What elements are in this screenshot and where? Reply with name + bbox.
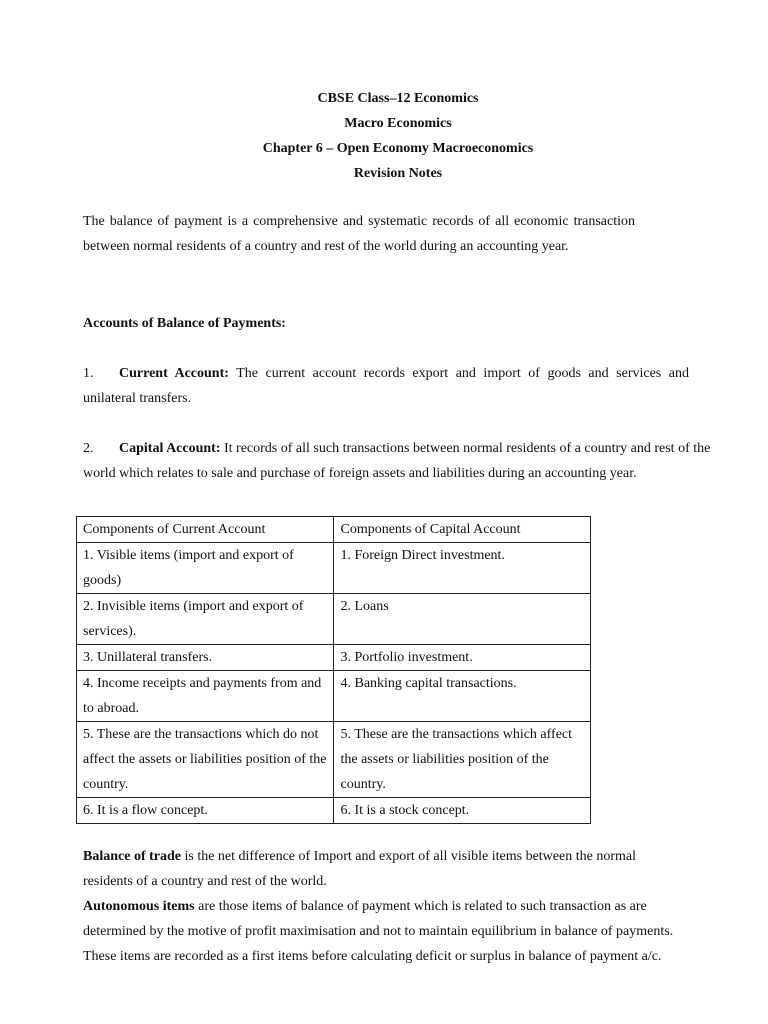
table-cell: 1. Visible items (import and export of goods)	[77, 543, 334, 594]
table-cell: 3. Unillateral transfers.	[77, 645, 334, 671]
table-cell: 2. Loans	[334, 594, 591, 645]
item-term: Current Account:	[119, 366, 229, 381]
intro-paragraph: The balance of payment is a comprehensive and systematic records of all economic transaction between normal residents of a country and rest of the world during an accounting year.	[83, 214, 635, 254]
accounts-heading: Accounts of Balance of Payments:	[83, 316, 286, 331]
components-table	[76, 516, 591, 824]
notes-title: Revision Notes	[353, 166, 443, 181]
table-cell: 2. Invisible items (import and export of services).	[77, 594, 334, 645]
table-cell: 4. Income receipts and payments from and to abroad.	[77, 671, 334, 722]
item-term: Capital Account:	[119, 441, 221, 456]
table-cell: 4. Banking capital transactions.	[334, 671, 591, 722]
item-text: It records of all such transactions between normal residents of a country and rest of the world which relates to sale and purchase of foreign assets and liabilities during an accounting year.	[83, 441, 711, 481]
table-header-row	[77, 517, 591, 543]
table-header-cell: Components of Current Account	[77, 517, 334, 543]
course-title: CBSE Class–12 Economics	[317, 91, 479, 106]
table-row	[77, 594, 591, 645]
table-header-cell: Components of Capital Account	[334, 517, 591, 543]
table-cell: 6. It is a stock concept.	[334, 798, 591, 824]
table-row	[77, 671, 591, 722]
table-row	[77, 798, 591, 824]
subject-title: Macro Economics	[344, 116, 452, 131]
item-text: The current account records export and import of goods and services and unilateral transfers.	[83, 366, 689, 406]
table-cell: 1. Foreign Direct investment.	[334, 543, 591, 594]
definition-text: is the net difference of Import and export of all visible items between the normal residents of a country and rest of the world.	[83, 849, 636, 889]
definition-term: Balance of trade	[83, 849, 181, 864]
capital-account-item	[83, 436, 713, 486]
table-cell: 3. Portfolio investment.	[334, 645, 591, 671]
table-row	[77, 645, 591, 671]
table-row	[77, 722, 591, 798]
item-number: 1.	[83, 366, 94, 381]
autonomous-items-definition	[83, 894, 683, 969]
table-cell: 5. These are the transactions which do not affect the assets or liabilities position of the country.	[77, 722, 334, 798]
document-header	[0, 86, 768, 186]
item-number: 2.	[83, 441, 94, 456]
balance-of-trade-definition	[83, 844, 663, 894]
table-cell: 5. These are the transactions which affect the assets or liabilities position of the country.	[334, 722, 591, 798]
current-account-item	[83, 361, 689, 411]
chapter-title: Chapter 6 – Open Economy Macroeconomics	[262, 141, 534, 156]
definition-text: are those items of balance of payment which is related to such transaction as are determined by the motive of profit maximisation and not to maintain equilibrium in balance of payments. These items are recorded as a first items before calculating deficit or surplus in balance of payment a/c.	[83, 899, 674, 964]
definition-term: Autonomous items	[83, 899, 195, 914]
table-cell: 6. It is a flow concept.	[77, 798, 334, 824]
table-row	[77, 543, 591, 594]
